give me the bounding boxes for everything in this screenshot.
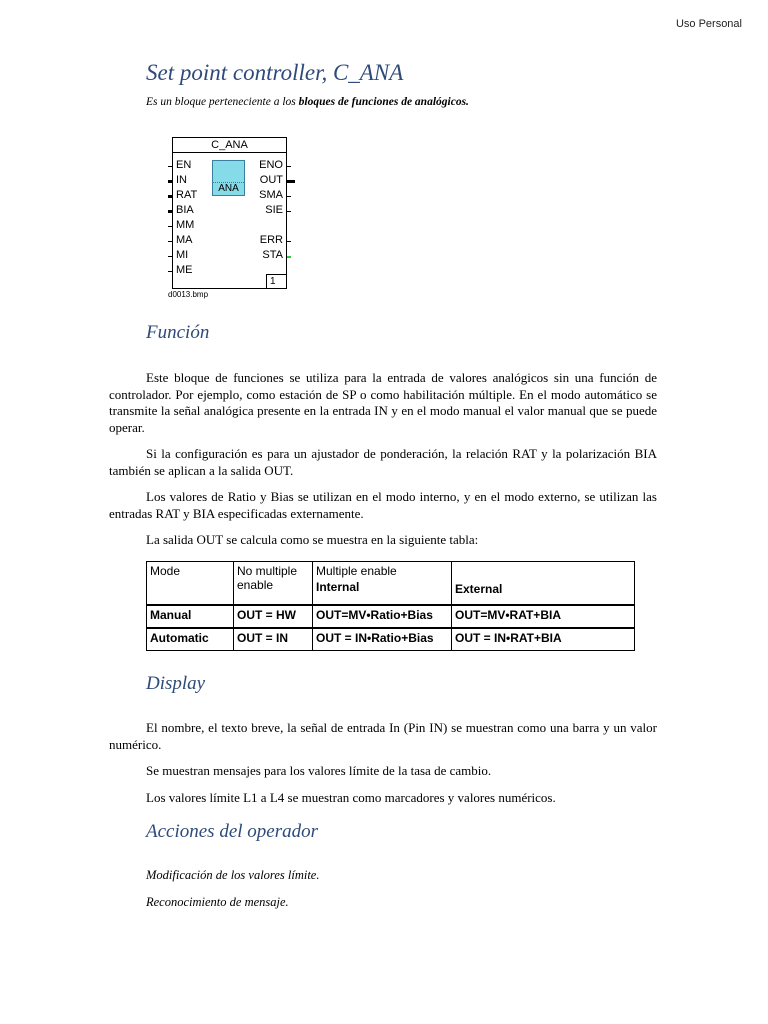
pin-out: OUT [259,174,283,186]
pin-stub [168,166,172,167]
pin-stub [287,196,291,197]
table-header-text: External [455,582,503,596]
pin-mi: MI [176,249,189,261]
table-header-cell [452,562,635,606]
pin-in: IN [176,174,187,186]
table-header-cell [313,562,452,606]
header-tag: Uso Personal [675,18,742,30]
table-row [147,628,635,651]
pin-me: ME [176,264,193,276]
paragraph: Los valores de Ratio y Bias se utilizan en el modo interno, y en el modo externo, se utilizan las entradas RAT y BIA especificadas externamente. [109,489,657,521]
pin-sie: SIE [265,204,283,216]
section-heading-display: Display [146,673,206,694]
subtitle-bold: bloques de funciones de analógicos. [298,96,469,108]
table-cell: OUT = IN [234,628,313,651]
page-title: Set point controller, C_ANA [146,60,404,85]
paragraph: Este bloque de funciones se utiliza para la entrada de valores analógicos sin una función de controlador. Por ejemplo, como estación de SP o como habilitación múltiple. En el modo automático se transmite la señal analógica presente en la entrada IN y en el modo manual el valor manual que se puede operar. [109,370,657,435]
paragraph: Se muestran mensajes para los valores límite de la tasa de cambio. [146,763,492,778]
block-name: C_ANA [173,138,286,153]
pin-mm: MM [176,219,195,231]
paragraph: Los valores límite L1 a L4 se muestran como marcadores y valores numéricos. [146,790,556,805]
output-calculation-table [146,561,635,651]
pin-stub [287,211,291,212]
ana-icon [212,160,245,196]
pin-stub [287,166,291,167]
table-header-text: Internal [316,580,360,594]
ana-icon-label: ANA [213,182,244,194]
table-cell: OUT=MV•Ratio+Bias [313,605,452,628]
pin-err: ERR [259,234,283,246]
function-block-diagram [172,137,287,289]
table-header-cell: No multiple enable [234,562,313,606]
pin-sma: SMA [259,189,283,201]
paragraph: Si la configuración es para un ajustador de ponderación, la relación RAT y la polarización BIA también se aplican a la salida OUT. [109,446,657,478]
section-heading-acciones: Acciones del operador [146,821,319,842]
table-cell: OUT = HW [234,605,313,628]
pin-sta: STA [262,249,283,261]
pin-bia: BIA [176,204,194,216]
paragraph: El nombre, el texto breve, la señal de entrada In (Pin IN) se muestran como una barra y un valor numérico. [109,720,657,752]
pin-stub [168,256,172,257]
table-header-cell: Mode [147,562,234,606]
instance-number: 1 [266,274,286,288]
pin-stub [168,180,172,183]
subtitle-prefix: Es un bloque perteneciente a los [146,96,299,108]
table-cell: OUT = IN•RAT+BIA [452,628,635,651]
pin-stub [168,195,172,198]
pin-stub [168,271,172,272]
pin-stub [168,210,172,213]
table-cell: Manual [147,605,234,628]
paragraph: La salida OUT se calcula como se muestra en la siguiente tabla: [146,532,479,547]
subtitle [146,96,469,108]
pin-stub [287,180,295,183]
pin-stub [168,241,172,242]
pin-stub [287,241,291,242]
pin-stub-active [287,256,291,258]
table-cell: OUT = IN•Ratio+Bias [313,628,452,651]
table-row [147,605,635,628]
operator-action-item: Modificación de los valores límite. [146,868,320,882]
section-heading-funcion: Función [146,322,210,343]
pin-ma: MA [176,234,193,246]
pin-rat: RAT [176,189,198,201]
table-header-text: Multiple enable [316,564,397,578]
figure-caption: d0013.bmp [168,290,209,299]
pin-eno: ENO [259,159,283,171]
table-cell: OUT=MV•RAT+BIA [452,605,635,628]
operator-action-item: Reconocimiento de mensaje. [146,895,289,909]
pin-en: EN [176,159,192,171]
table-header-row [147,562,635,606]
pin-stub [168,226,172,227]
table-cell: Automatic [147,628,234,651]
